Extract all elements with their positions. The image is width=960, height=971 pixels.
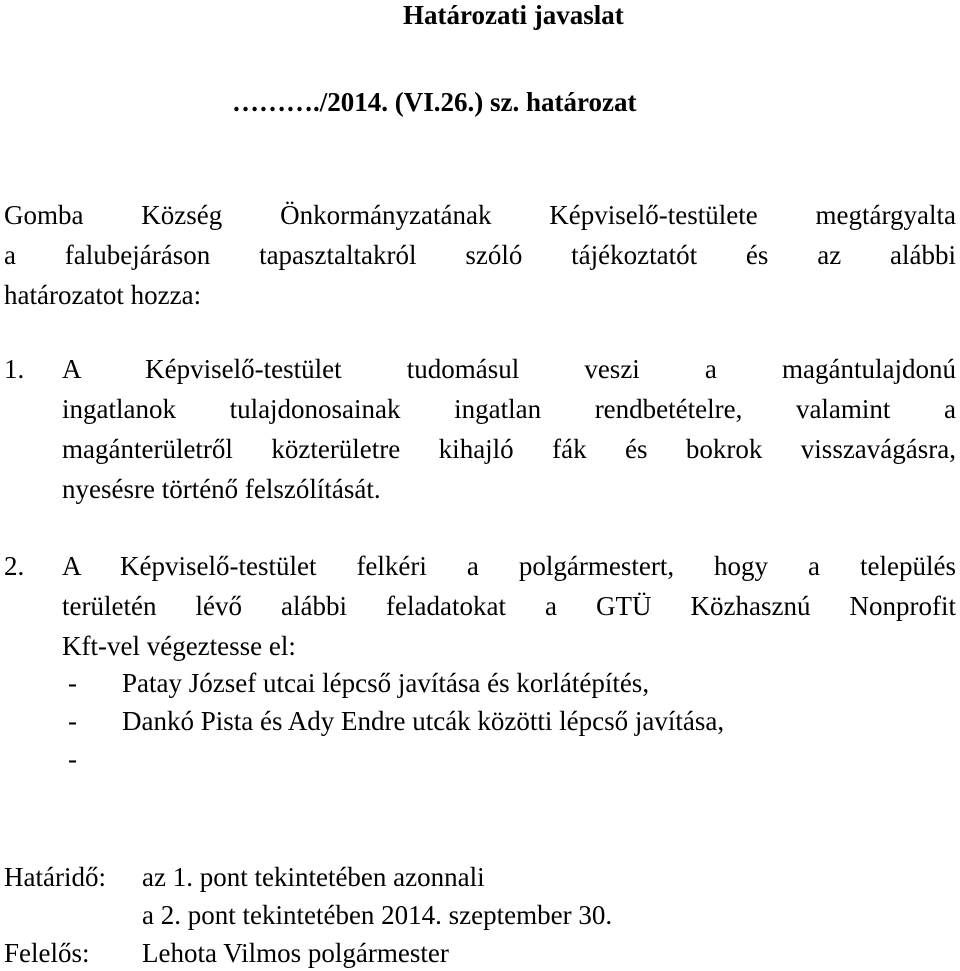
list-item-3-dash: - [68,744,77,774]
point-1-line-3: magánterületről közterületre kihajló fák és bokrok visszavágásra, [62,434,956,464]
point-2-line-2: területén lévő alábbi feladatokat a GTÜ Közhasznú Nonprofit [62,591,956,621]
intro-line-2: a falubejáráson tapasztaltakról szóló tájékoztatót és az alábbi [4,240,956,270]
resolution-number: ………./2014. (VI.26.) sz. határozat [232,87,637,117]
point-2-line-1: A Képviselő-testület felkéri a polgármestert, hogy a település [62,551,956,581]
deadline-value-2: a 2. pont tekintetében 2014. szeptember 30. [142,900,613,930]
responsible-value: Lehota Vilmos polgármester [142,938,449,968]
responsible-label: Felelős: [4,938,90,968]
list-item-2-dash: - [68,706,77,736]
point-2-line-3: Kft-vel végeztesse el: [62,631,296,661]
intro-line-3: határozatot hozza: [4,280,202,310]
point-1-number: 1. [4,354,25,384]
list-item-1-dash: - [68,668,77,698]
intro-line-1: Gomba Község Önkormányzatának Képviselő-testülete megtárgyalta [4,200,956,230]
deadline-label: Határidő: [4,862,106,892]
point-1-line-2: ingatlanok tulajdonosainak ingatlan rendbetételre, valamint a [62,394,956,424]
point-2-number: 2. [4,551,25,581]
list-item-1-text: Patay József utcai lépcső javítása és korlátépítés, [122,668,650,698]
deadline-value-1: az 1. pont tekintetében azonnali [142,862,485,892]
point-1-line-4: nyesésre történő felszólítását. [62,474,381,504]
list-item-2-text: Dankó Pista és Ady Endre utcák közötti lépcső javítása, [122,706,725,736]
document-title: Határozati javaslat [403,0,624,30]
point-1-line-1: A Képviselő-testület tudomásul veszi a magántulajdonú [62,354,956,384]
